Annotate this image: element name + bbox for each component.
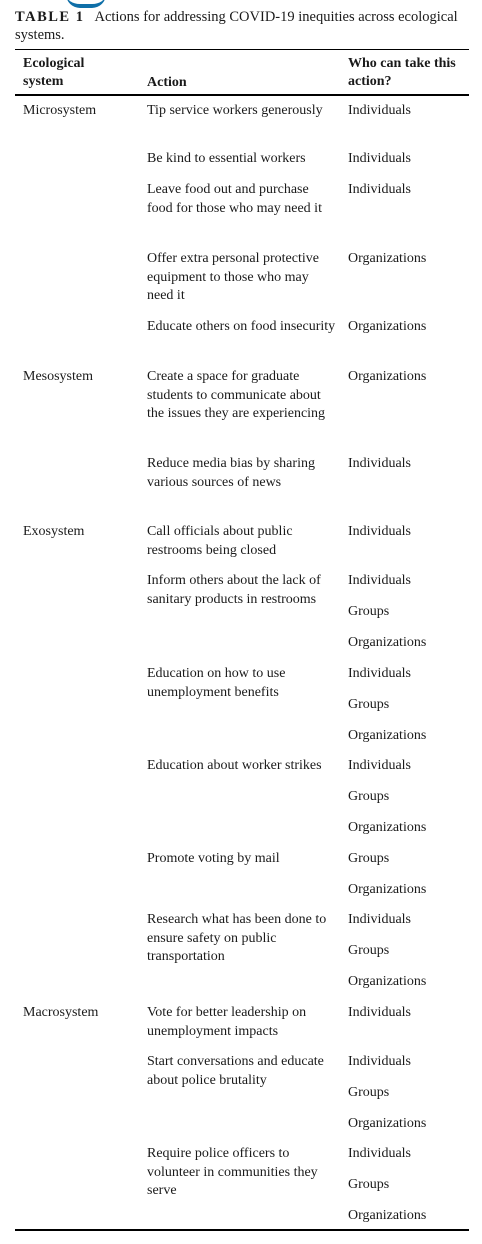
who-cell: Individuals xyxy=(348,1005,411,1020)
who-cell: Organizations xyxy=(348,728,427,743)
who-cell: Groups xyxy=(348,1177,390,1192)
ecological-system-cell: Mesosystem xyxy=(23,369,93,384)
who-cell: Individuals xyxy=(348,151,411,166)
action-cell: Inform others about the lack of sanitary products in restrooms xyxy=(147,573,321,607)
who-cell: Individuals xyxy=(348,912,411,927)
who-cell: Groups xyxy=(348,1085,390,1100)
who-cell: Groups xyxy=(348,697,390,712)
action-cell: Be kind to essential workers xyxy=(147,151,306,166)
who-cell: Organizations xyxy=(348,319,427,334)
action-cell: Leave food out and purchase food for those who may need it xyxy=(147,182,322,216)
who-cell: Individuals xyxy=(348,666,411,681)
who-cell: Organizations xyxy=(348,251,427,266)
action-cell: Require police officers to volunteer in communities they serve xyxy=(147,1146,318,1199)
decorative-arc xyxy=(66,0,106,8)
header-rule xyxy=(15,94,469,96)
ecological-system-cell: Exosystem xyxy=(23,524,85,539)
action-cell: Offer extra personal protective equipment to those who may need it xyxy=(147,251,319,304)
action-cell: Education on how to use unemployment benefits xyxy=(147,666,286,700)
who-cell: Individuals xyxy=(348,182,411,197)
table-caption-text: Actions for addressing COVID-19 inequities across ecological systems. xyxy=(15,9,458,43)
table-label: TABLE 1 xyxy=(15,9,85,25)
who-cell: Organizations xyxy=(348,635,427,650)
who-cell: Organizations xyxy=(348,820,427,835)
who-cell: Organizations xyxy=(348,369,427,384)
who-cell: Individuals xyxy=(348,1146,411,1161)
who-cell: Organizations xyxy=(348,1208,427,1223)
ecological-system-cell: Macrosystem xyxy=(23,1005,99,1020)
action-cell: Promote voting by mail xyxy=(147,851,280,866)
who-cell: Groups xyxy=(348,604,390,619)
action-cell: Education about worker strikes xyxy=(147,758,322,773)
header-ecological-system: Ecological system xyxy=(23,56,85,89)
who-cell: Individuals xyxy=(348,758,411,773)
who-cell: Organizations xyxy=(348,974,427,989)
who-cell: Organizations xyxy=(348,1116,427,1131)
action-cell: Create a space for graduate students to communicate about the issues they are experiencing xyxy=(147,369,326,422)
who-cell: Groups xyxy=(348,851,390,866)
who-cell: Individuals xyxy=(348,456,411,471)
who-cell: Organizations xyxy=(348,882,427,897)
action-cell: Research what has been done to ensure safety on public transportation xyxy=(147,912,327,965)
who-cell: Individuals xyxy=(348,103,411,118)
action-cell: Tip service workers generously xyxy=(147,103,323,118)
header-who-can-take-action: Who can take this action? xyxy=(348,56,456,89)
action-cell: Start conversations and educate about police brutality xyxy=(147,1054,324,1088)
who-cell: Individuals xyxy=(348,524,411,539)
action-cell: Educate others on food insecurity xyxy=(147,319,336,334)
header-action: Action xyxy=(147,75,187,90)
action-cell: Call officials about public restrooms being closed xyxy=(147,524,293,558)
who-cell: Groups xyxy=(348,943,390,958)
who-cell: Groups xyxy=(348,789,390,804)
top-rule xyxy=(15,49,469,50)
who-cell: Individuals xyxy=(348,573,411,588)
who-cell: Individuals xyxy=(348,1054,411,1069)
bottom-rule xyxy=(15,1229,469,1231)
ecological-system-cell: Microsystem xyxy=(23,103,97,118)
table-caption xyxy=(15,8,470,44)
action-cell: Reduce media bias by sharing various sources of news xyxy=(147,456,315,490)
action-cell: Vote for better leadership on unemployment impacts xyxy=(147,1005,307,1039)
